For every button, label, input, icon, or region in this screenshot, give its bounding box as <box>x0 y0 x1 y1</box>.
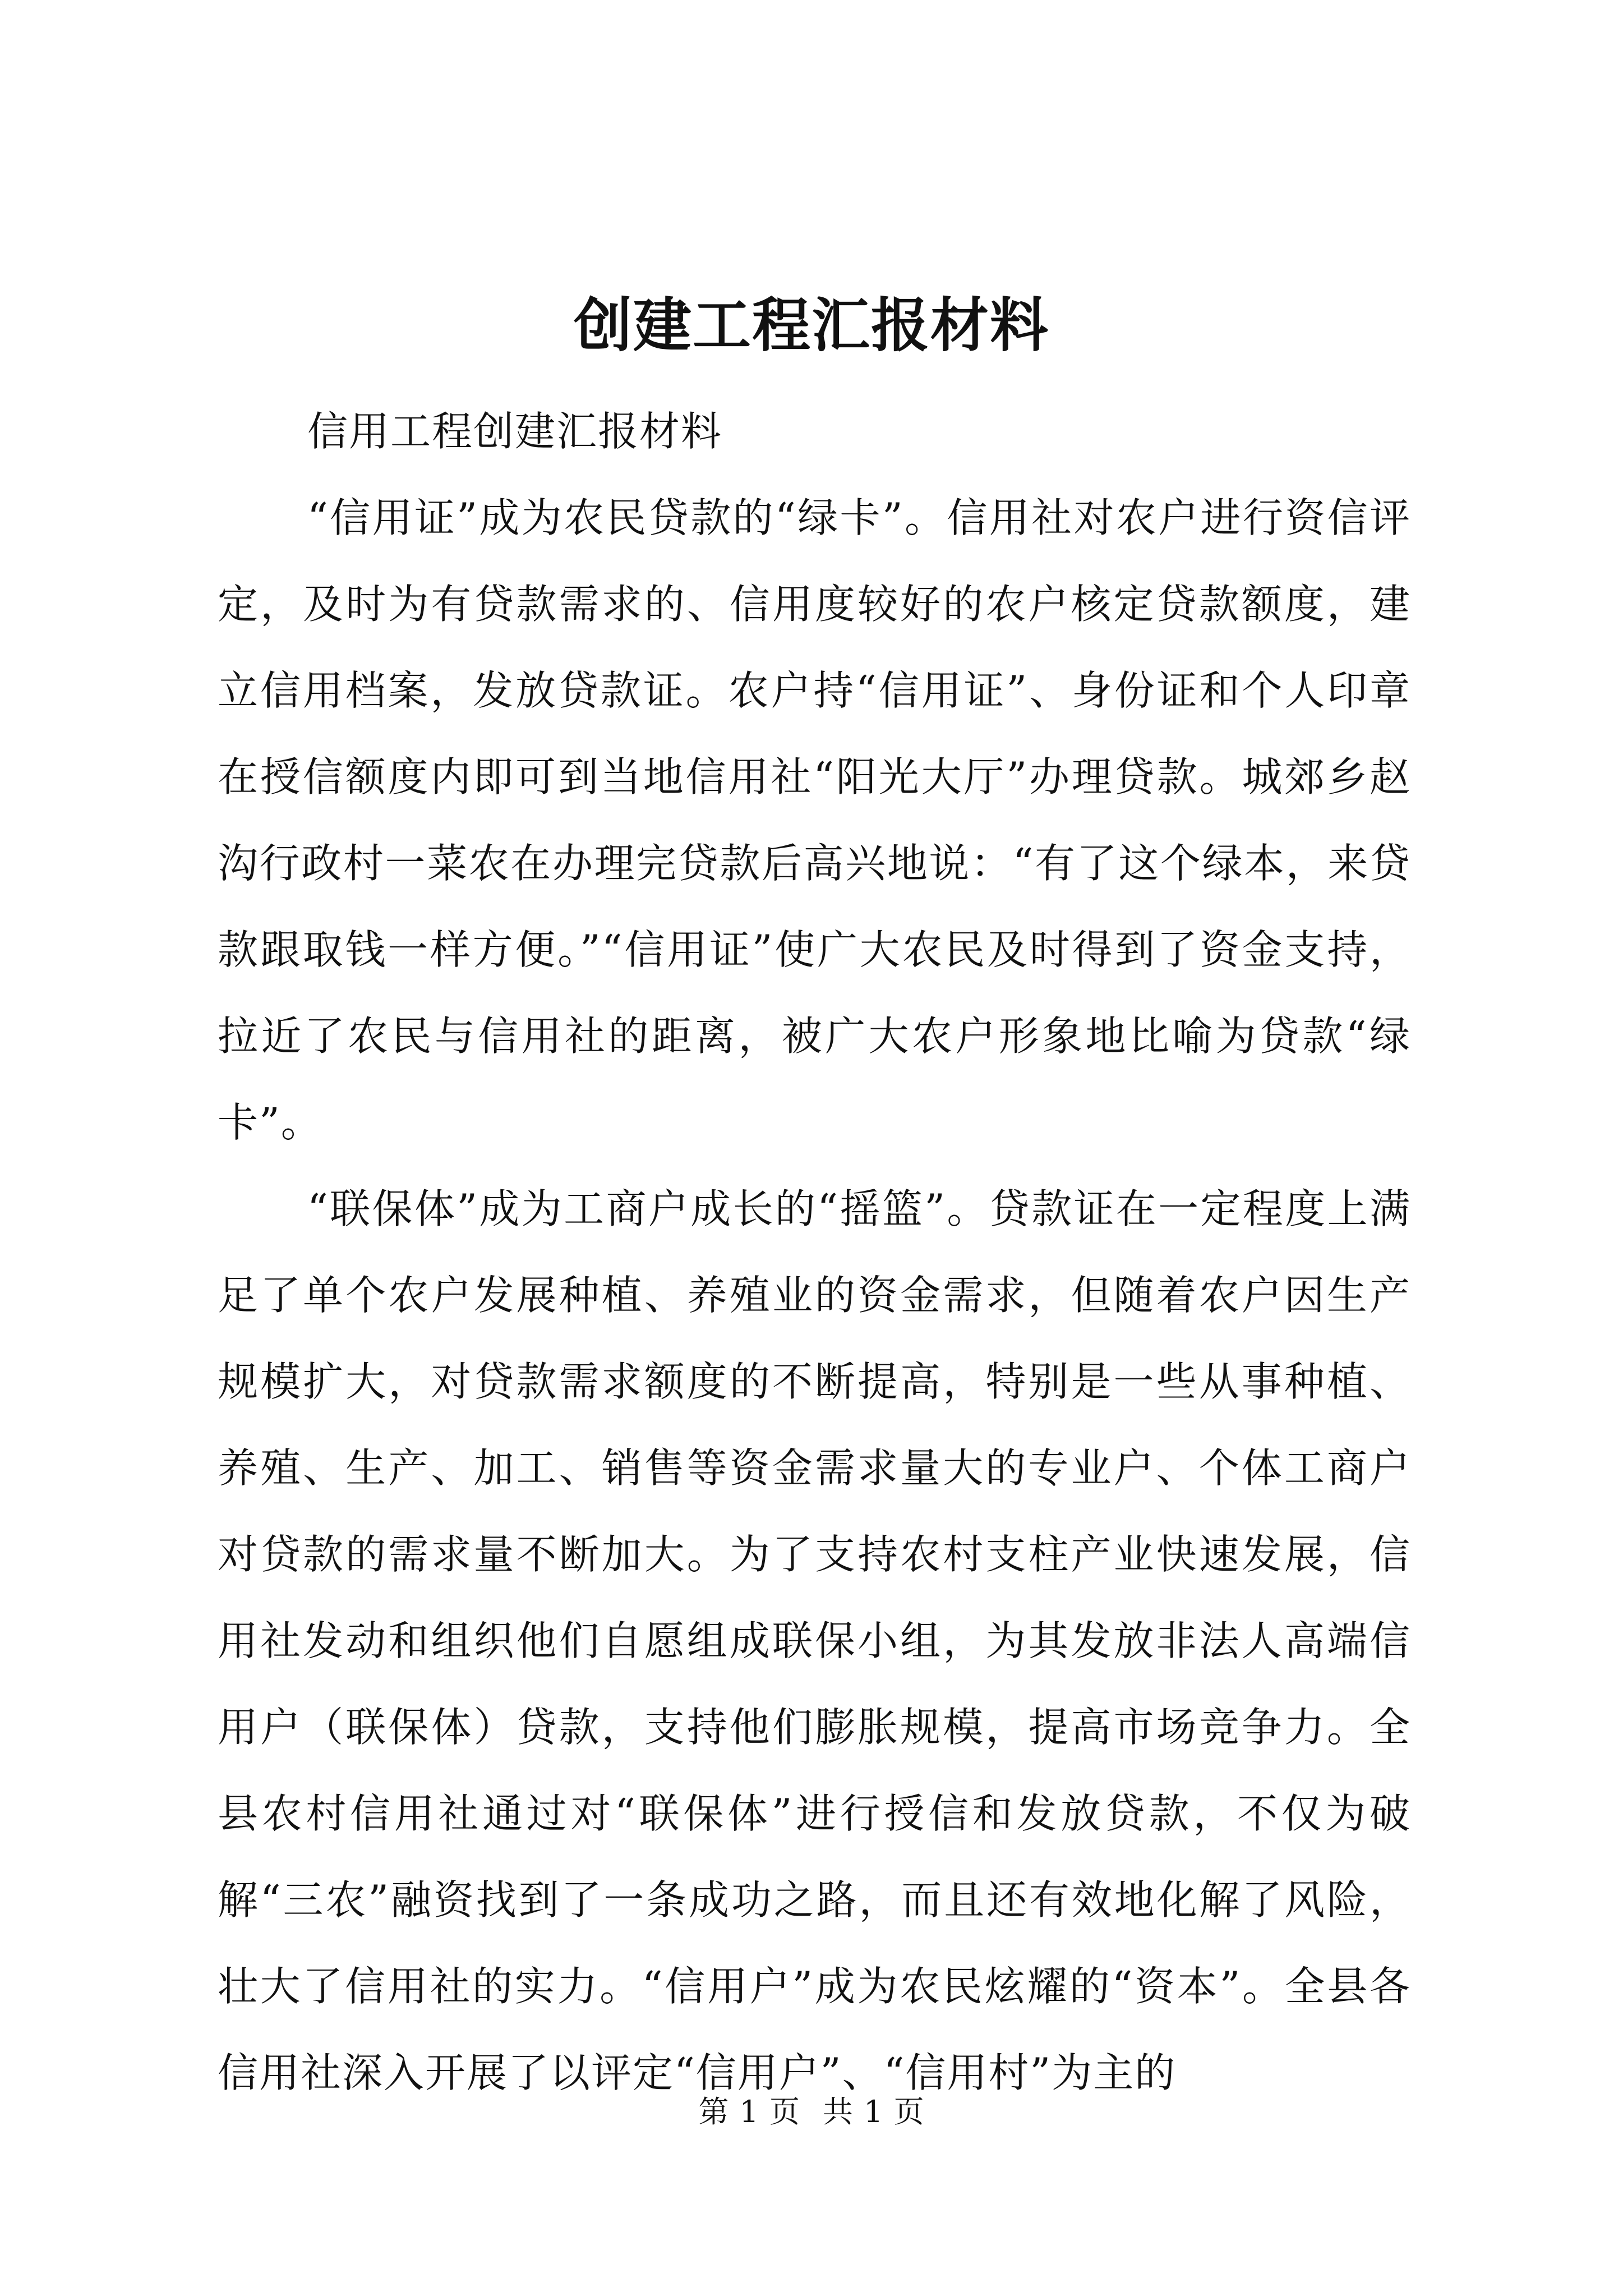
document-title: 创建工程汇报材料 <box>573 291 1049 360</box>
body-paragraph: “信用证”成为农民贷款的“绿卡”。信用社对农户进行资信评定，及时为有贷款需求的、信用度较好的农户核定贷款额度，建立信用档案，发放贷款证。农户持“信用证”、身份证和个人印章在授信额度内即可到当地信用社“阳光大厅”办理贷款。城郊乡赵沟行政村一菜农在办理完贷款后高兴地说：“有了这个绿本，来贷款跟取钱一样方便。”“信用证”使广大农民及时得到了资金支持，拉近了农民与信用社的距离，被广大农户形象地比喻为贷款“绿卡”。 <box>218 494 1411 1146</box>
document-body <box>218 388 1411 2116</box>
page-footer <box>0 2090 1623 2134</box>
page-total: 共 1 页 <box>823 2094 925 2129</box>
body-paragraph: “联保体”成为工商户成长的“摇篮”。贷款证在一定程度上满足了单个农户发展种植、养殖业的资金需求，但随着农户因生产规模扩大，对贷款需求额度的不断提高，特别是一些从事种植、养殖、生产、加工、销售等资金需求量大的专业户、个体工商户对贷款的需求量不断加大。为了支持农村支柱产业快速发展，信用社发动和组织他们自愿组成联保小组，为其发放非法人高端信用户（联保体）贷款，支持他们膨胀规模，提高市场竞争力。全县农村信用社通过对“联保体”进行授信和发放贷款，不仅为破解“三农”融资找到了一条成功之路，而且还有效地化解了风险，壮大了信用社的实力。“信用户”成为农民炫耀的“资本”。全县各信用社深入开展了以评定“信用户”、“信用村”为主的 <box>218 1185 1411 2096</box>
subtitle-paragraph: 信用工程创建汇报材料 <box>307 408 723 455</box>
page-number: 第 1 页 <box>698 2094 800 2129</box>
